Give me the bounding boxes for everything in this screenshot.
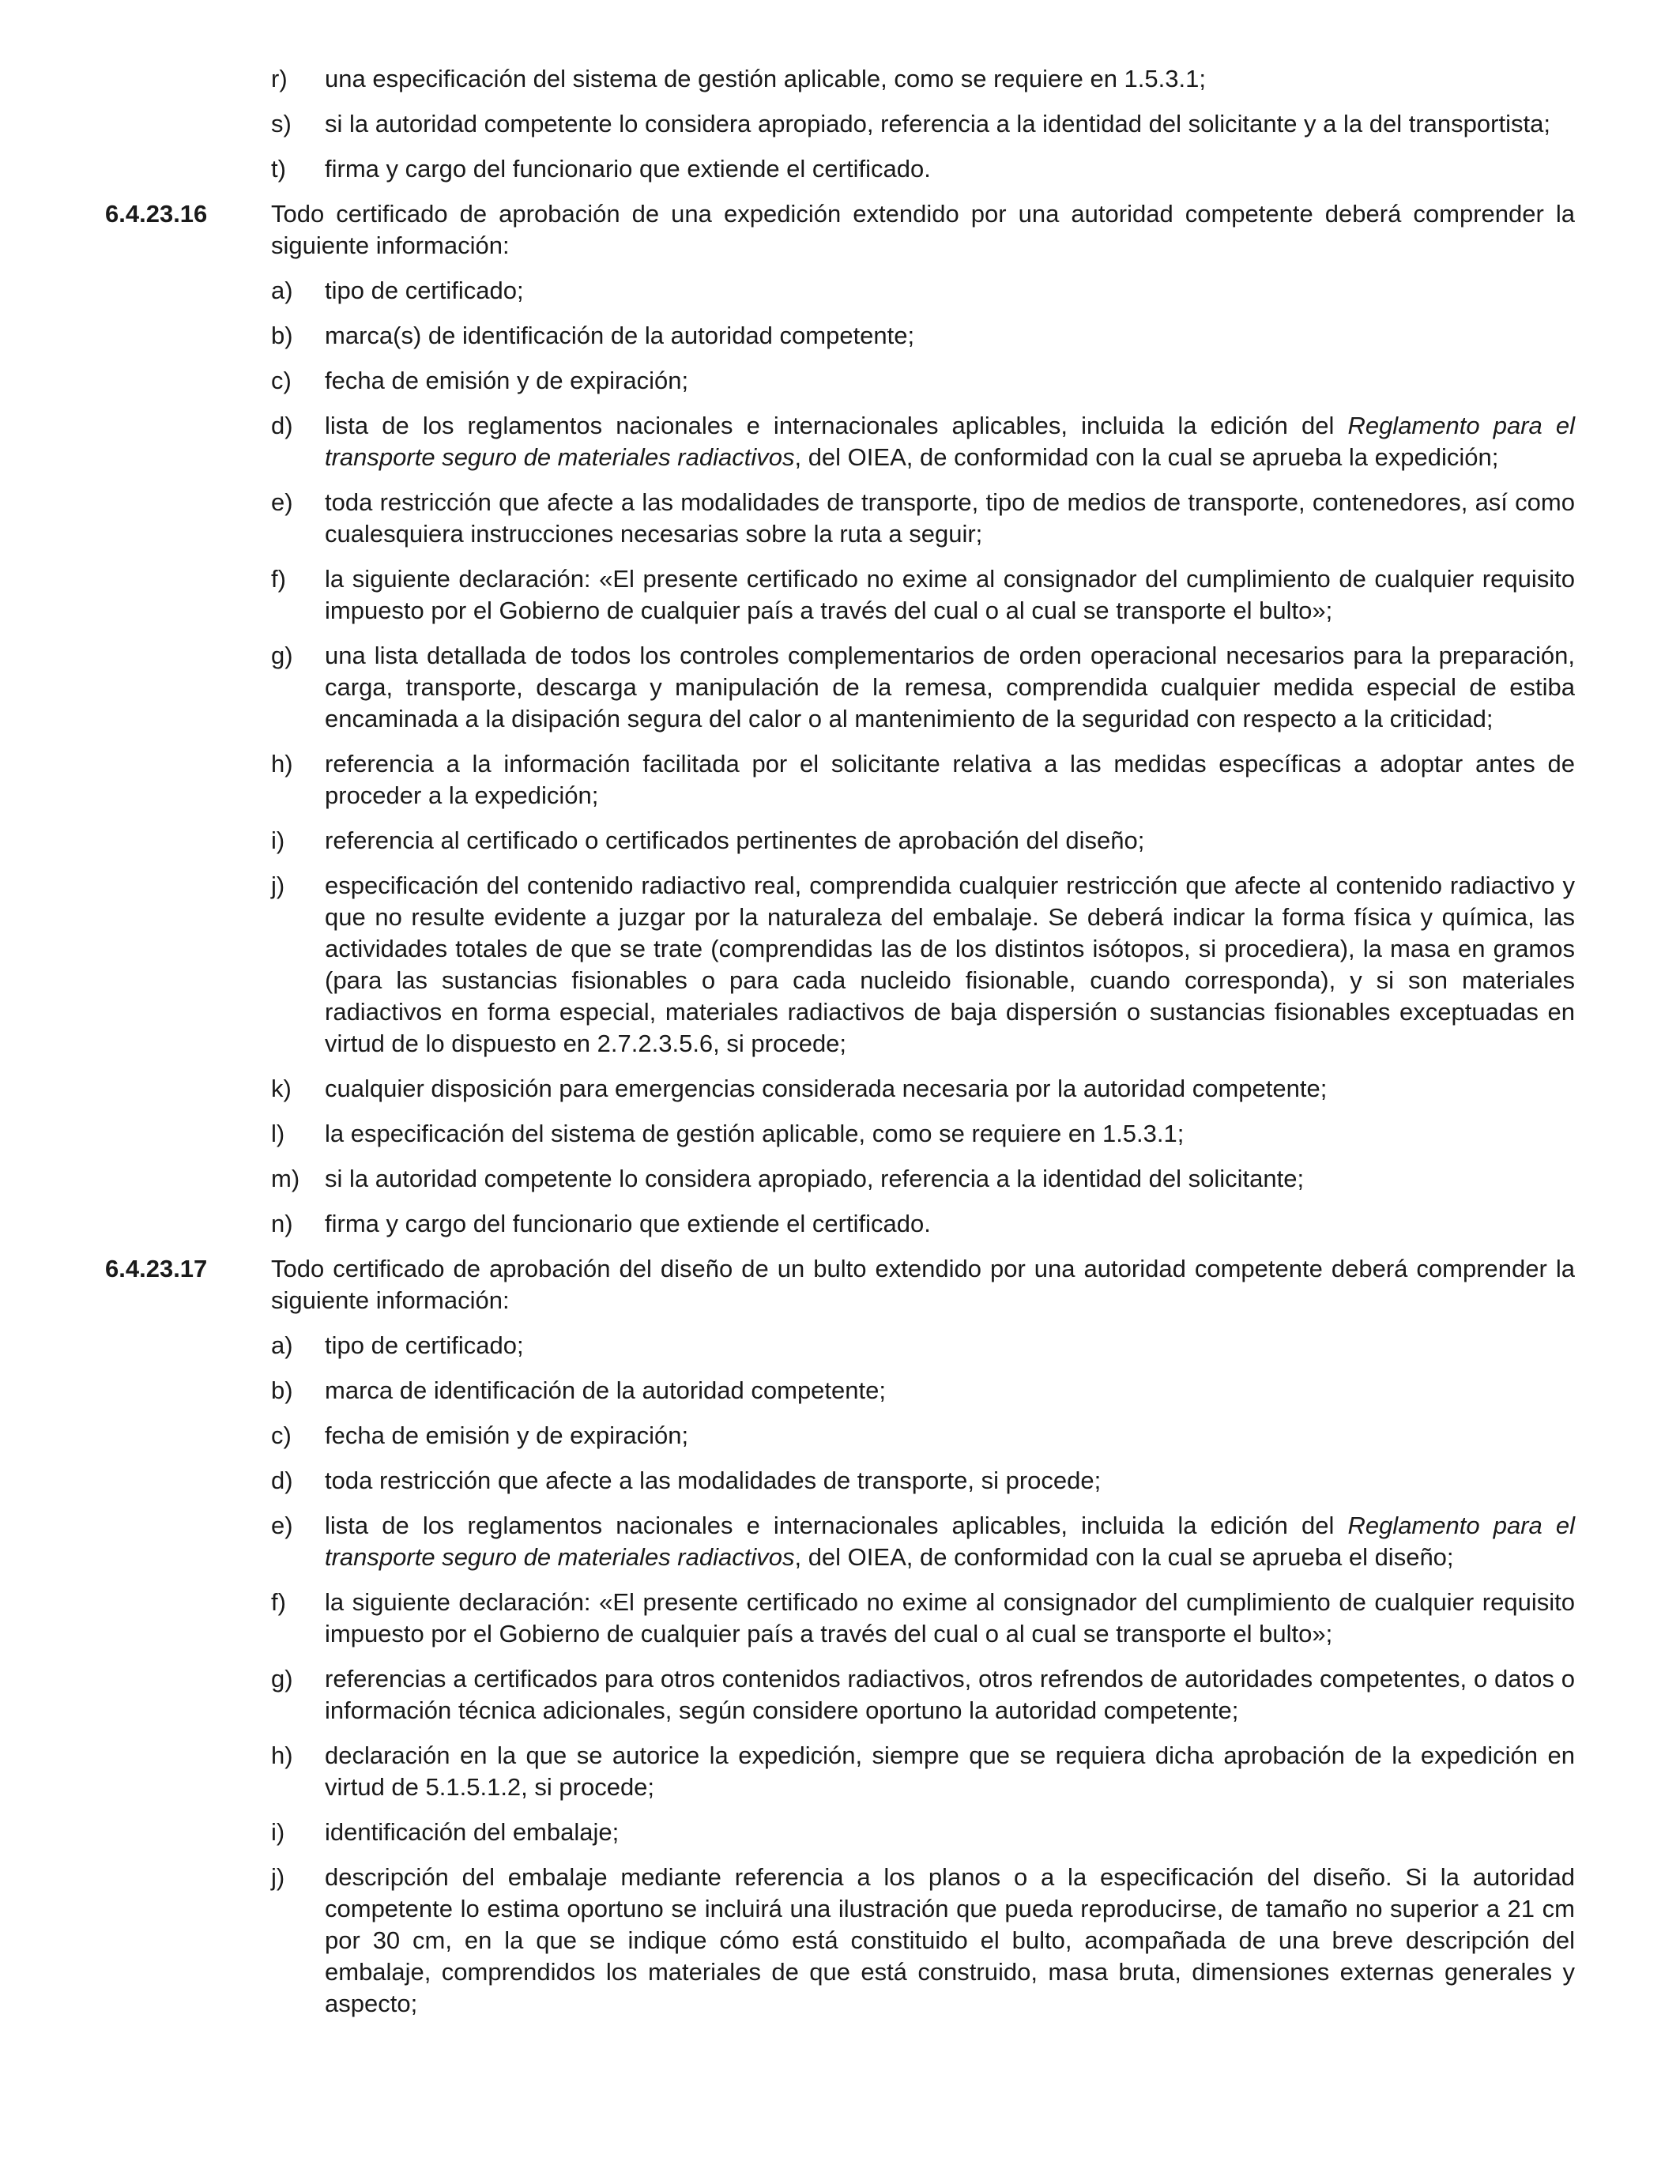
list-item <box>105 410 1575 473</box>
item-text-pre: lista de los reglamentos nacionales e internacionales aplicables, incluida la edición del <box>325 412 1348 439</box>
item-text-post: , del OIEA, de conformidad con la cual se aprueba el diseño; <box>794 1543 1454 1571</box>
item-letter: j) <box>271 872 285 899</box>
item-letter: a) <box>271 1331 293 1359</box>
item-letter: t) <box>271 155 286 183</box>
item-text: una lista detallada de todos los controles complementarios de orden operacional necesarios para la preparación, carga, transporte, descarga y manipulación de la remesa, comprendida cualquier medida especial de estiba encaminada a la disipación segura del calor o al mantenimiento de la seguridad con respecto a la criticidad; <box>325 642 1575 732</box>
item-text: marca(s) de identificación de la autoridad competente; <box>325 322 915 349</box>
item-text-title: Reglamento para el transporte seguro de materiales radiactivos <box>325 412 1575 471</box>
item-letter: l) <box>271 1120 285 1147</box>
continuation-list <box>105 63 1575 185</box>
item-letter: b) <box>271 1376 293 1404</box>
item-text: cualquier disposición para emergencias considerada necesaria por la autoridad competente; <box>325 1075 1328 1102</box>
item-text: una especificación del sistema de gestión aplicable, como se requiere en 1.5.3.1; <box>325 65 1206 92</box>
list-item <box>105 108 1575 140</box>
list-item <box>105 1163 1575 1195</box>
section-number: 6.4.23.16 <box>105 200 208 228</box>
item-letter: h) <box>271 1742 293 1769</box>
section-number: 6.4.23.17 <box>105 1255 208 1282</box>
item-letter: j) <box>271 1863 285 1891</box>
item-text: tipo de certificado; <box>325 1331 524 1359</box>
item-letter: c) <box>271 1421 292 1449</box>
item-letter: s) <box>271 110 292 137</box>
item-letter: m) <box>271 1165 300 1192</box>
list-item <box>105 1420 1575 1452</box>
item-letter: f) <box>271 565 286 593</box>
item-letter: d) <box>271 412 293 439</box>
item-text-pre: lista de los reglamentos nacionales e internacionales aplicables, incluida la edición del <box>325 1512 1348 1539</box>
item-letter: a) <box>271 277 293 304</box>
document-page <box>105 63 1575 2033</box>
item-text: referencias a certificados para otros contenidos radiactivos, otros refrendos de autoridades competentes, o datos o información técnica adicionales, según considere oportuno la autoridad competente; <box>325 1665 1575 1724</box>
item-text: si la autoridad competente lo considera apropiado, referencia a la identidad del solicitante; <box>325 1165 1305 1192</box>
section-intro: Todo certificado de aprobación del diseño de un bulto extendido por una autoridad competente deberá comprender la siguiente información: <box>271 1255 1575 1314</box>
item-letter: g) <box>271 1665 293 1693</box>
item-text: firma y cargo del funcionario que extiende el certificado. <box>325 155 931 183</box>
list-item <box>105 365 1575 397</box>
item-text: referencia al certificado o certificados pertinentes de aprobación del diseño; <box>325 827 1145 854</box>
item-text: toda restricción que afecte a las modalidades de transporte, si procede; <box>325 1467 1102 1494</box>
list-item <box>105 1510 1575 1573</box>
item-text: firma y cargo del funcionario que extiende el certificado. <box>325 1210 931 1237</box>
list-item <box>105 825 1575 857</box>
item-text: toda restricción que afecte a las modalidades de transporte, tipo de medios de transporte, contenedores, así como cualesquiera instrucciones necesarias sobre la ruta a seguir; <box>325 488 1575 548</box>
item-text: la siguiente declaración: «El presente certificado no exime al consignador del cumplimiento de cualquier requisito impuesto por el Gobierno de cualquier país a través del cual o al cual se transporte el bulto»; <box>325 565 1575 624</box>
list-item <box>105 1587 1575 1650</box>
section-intro: Todo certificado de aprobación de una expedición extendido por una autoridad competente deberá comprender la siguiente información: <box>271 200 1575 259</box>
section-6-4-23-16 <box>105 198 1575 1240</box>
section-heading <box>105 1253 1575 1316</box>
item-text: fecha de emisión y de expiración; <box>325 1421 689 1449</box>
item-text: fecha de emisión y de expiración; <box>325 367 689 394</box>
list-item <box>105 1817 1575 1848</box>
item-letter: n) <box>271 1210 293 1237</box>
item-text-title: Reglamento para el transporte seguro de materiales radiactivos <box>325 1512 1575 1571</box>
item-text: la siguiente declaración: «El presente certificado no exime al consignador del cumplimiento de cualquier requisito impuesto por el Gobierno de cualquier país a través del cual o al cual se transporte el bulto»; <box>325 1588 1575 1647</box>
item-letter: b) <box>271 322 293 349</box>
list-item <box>105 1862 1575 2020</box>
section-heading <box>105 198 1575 262</box>
list-item <box>105 1208 1575 1240</box>
list-item <box>105 748 1575 811</box>
list-item <box>105 275 1575 307</box>
item-text: identificación del embalaje; <box>325 1818 620 1846</box>
item-text: descripción del embalaje mediante referencia a los planos o a la especificación del diseño. Si la autoridad competente lo estima oportuno se incluirá una ilustración que pueda reproducirse, de tamaño no superior a 21 cm por 30 cm, en la que se indique cómo está constituido el bulto, acompañada de una breve descripción del embalaje, comprendidos los materiales de que está construido, masa bruta, dimensiones externas generales y aspecto; <box>325 1863 1575 2017</box>
item-text-post: , del OIEA, de conformidad con la cual se aprueba la expedición; <box>794 443 1499 471</box>
item-text: la especificación del sistema de gestión aplicable, como se requiere en 1.5.3.1; <box>325 1120 1185 1147</box>
list-item <box>105 487 1575 550</box>
list-item <box>105 1465 1575 1497</box>
section-6-4-23-17 <box>105 1253 1575 2020</box>
item-text: especificación del contenido radiactivo real, comprendida cualquier restricción que afecte al contenido radiactivo y que no resulte evidente a juzgar por la naturaleza del embalaje. Se deberá indicar la forma física y química, las actividades totales de que se trate (comprendidas las de los distintos isótopos, si procediera), la masa en gramos (para las sustancias fisionables o para cada nucleido fisionable, cuando corresponda), y si son materiales radiactivos en forma especial, materiales radiactivos de baja dispersión o sustancias fisionables exceptuadas en virtud de lo dispuesto en 2.7.2.3.5.6, si procede; <box>325 872 1575 1057</box>
item-letter: g) <box>271 642 293 669</box>
list-item <box>105 563 1575 627</box>
item-letter: r) <box>271 65 288 92</box>
list-item <box>105 640 1575 735</box>
list-item <box>105 1740 1575 1803</box>
item-letter: i) <box>271 827 285 854</box>
item-text: tipo de certificado; <box>325 277 524 304</box>
item-text: declaración en la que se autorice la expedición, siempre que se requiera dicha aprobación de la expedición en virtud de 5.1.5.1.2, si procede; <box>325 1742 1575 1801</box>
list-item <box>105 1073 1575 1105</box>
item-text: marca de identificación de la autoridad competente; <box>325 1376 886 1404</box>
item-text <box>325 1510 1575 1573</box>
item-letter: k) <box>271 1075 292 1102</box>
list-item <box>105 1118 1575 1150</box>
item-letter: i) <box>271 1818 285 1846</box>
list-item <box>105 1375 1575 1406</box>
item-letter: d) <box>271 1467 293 1494</box>
item-letter: f) <box>271 1588 286 1616</box>
list-item <box>105 320 1575 352</box>
item-letter: h) <box>271 750 293 778</box>
list-item <box>105 1663 1575 1726</box>
list-item <box>105 153 1575 185</box>
item-text: si la autoridad competente lo considera apropiado, referencia a la identidad del solicitante y a la del transportista; <box>325 110 1550 137</box>
item-letter: e) <box>271 488 293 516</box>
item-text <box>325 410 1575 473</box>
list-item <box>105 63 1575 95</box>
item-letter: c) <box>271 367 292 394</box>
list-item <box>105 1330 1575 1361</box>
item-text: referencia a la información facilitada por el solicitante relativa a las medidas específicas a adoptar antes de proceder a la expedición; <box>325 750 1575 809</box>
list-item <box>105 870 1575 1060</box>
item-letter: e) <box>271 1512 293 1539</box>
